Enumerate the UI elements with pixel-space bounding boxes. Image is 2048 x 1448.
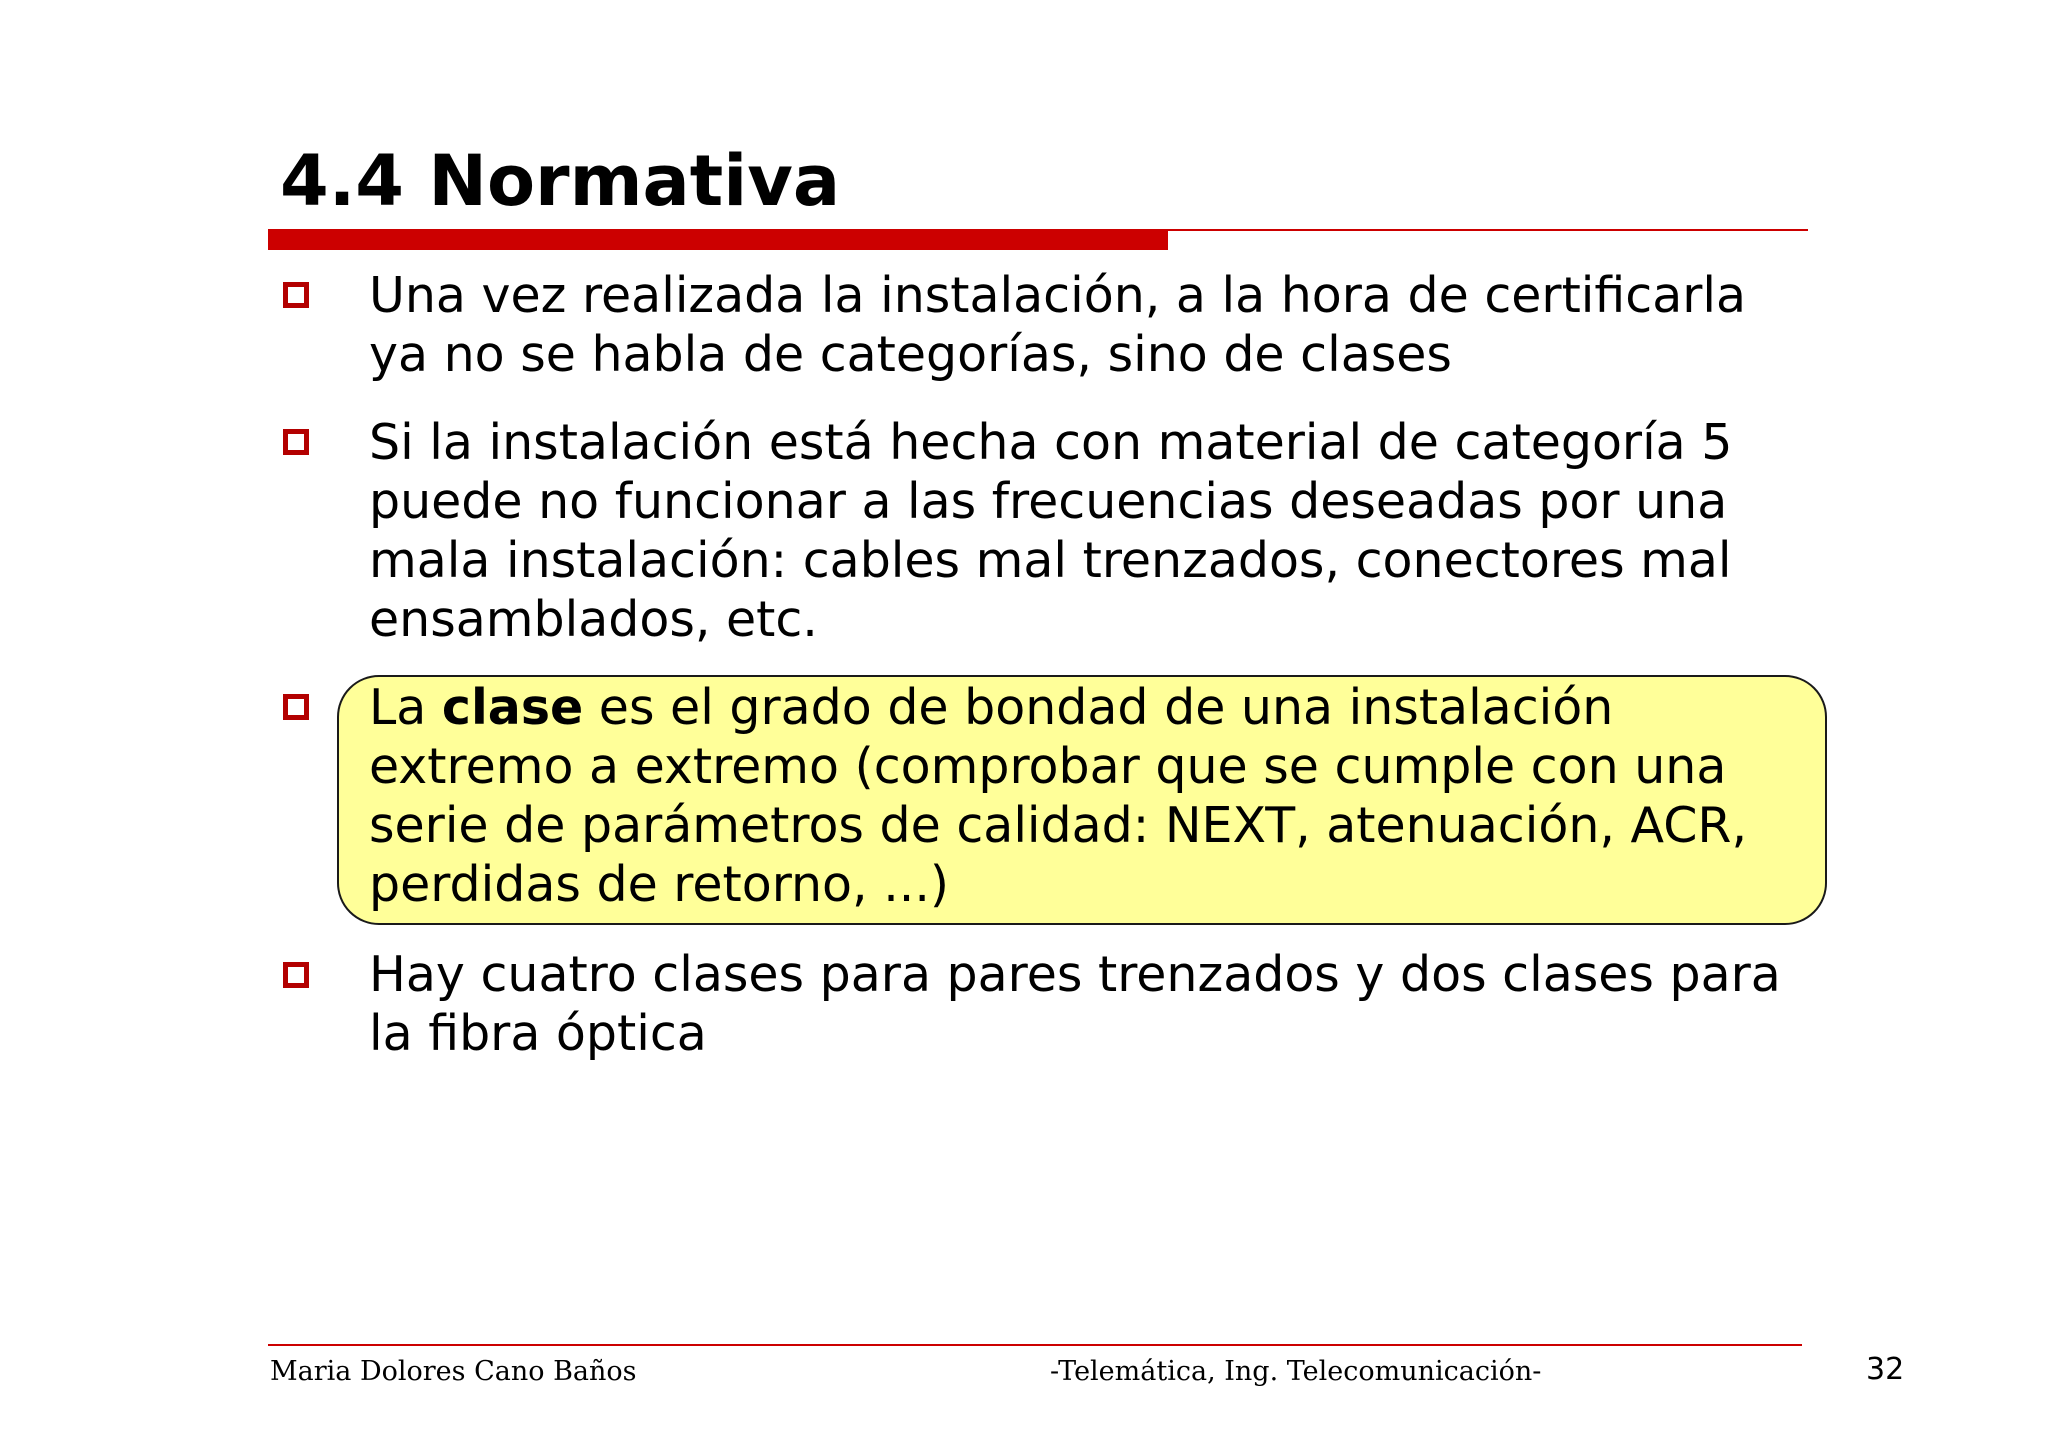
bullet-1-text bbox=[369, 266, 1809, 384]
bullet-2-text bbox=[369, 413, 1809, 649]
slide-title: 4.4 Normativa bbox=[280, 140, 841, 222]
bullet-square-icon bbox=[283, 429, 309, 455]
bullet-2-line-4: ensamblados, etc. bbox=[369, 591, 818, 648]
footer-divider bbox=[268, 1344, 1802, 1346]
bullet-3-line-4: perdidas de retorno, ...) bbox=[369, 856, 950, 913]
footer-course: -Telemática, Ing. Telecomunicación- bbox=[1050, 1356, 1542, 1387]
bullet-4-line-2: la fibra óptica bbox=[369, 1005, 707, 1062]
bullet-3-line-3: serie de parámetros de calidad: NEXT, atenuación, ACR, bbox=[369, 797, 1748, 854]
bullet-2-line-3: mala instalación: cables mal trenzados, conectores mal bbox=[369, 532, 1732, 589]
page-number: 32 bbox=[1866, 1352, 1905, 1387]
footer-author: Maria Dolores Cano Baños bbox=[270, 1356, 637, 1387]
title-underline-thick bbox=[268, 229, 1168, 250]
title-underline-thin bbox=[1168, 229, 1808, 231]
bullet-4-text bbox=[369, 945, 1809, 1063]
bullet-3-suffix: es el grado de bondad de una instalación bbox=[583, 679, 1614, 736]
bullet-1-line-2: ya no se habla de categorías, sino de clases bbox=[369, 326, 1452, 383]
bullet-2-line-1: Si la instalación está hecha con material de categoría 5 bbox=[369, 414, 1733, 471]
bullet-square-icon bbox=[283, 694, 309, 720]
bullet-square-icon bbox=[283, 282, 309, 308]
bullet-3-keyword: clase bbox=[441, 679, 584, 736]
bullet-3-text bbox=[369, 678, 1809, 914]
bullet-square-icon bbox=[283, 962, 309, 988]
bullet-3-line-1 bbox=[369, 678, 1809, 737]
bullet-3-prefix: La bbox=[369, 679, 442, 736]
bullet-4-line-1: Hay cuatro clases para pares trenzados y dos clases para bbox=[369, 946, 1781, 1003]
bullet-3-line-2: extremo a extremo (comprobar que se cumple con una bbox=[369, 738, 1727, 795]
bullet-1-line-1: Una vez realizada la instalación, a la hora de certificarla bbox=[369, 267, 1747, 324]
bullet-2-line-2: puede no funcionar a las frecuencias deseadas por una bbox=[369, 473, 1728, 530]
